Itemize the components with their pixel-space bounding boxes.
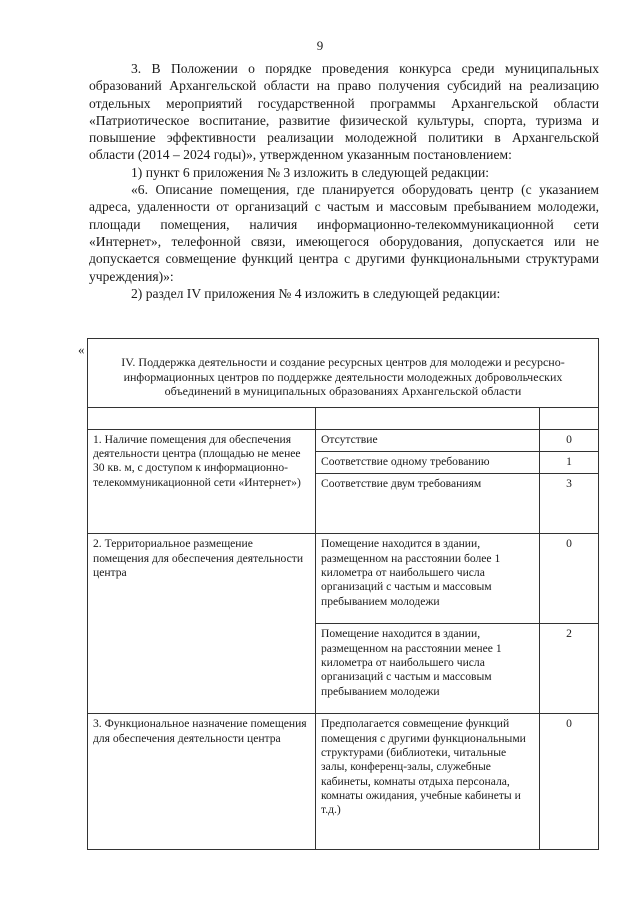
option-cell: Предполагается совмещение функций помещения с другими функциональными структурами (библиотеки, читальные залы, конференц-залы, служебные кабинеты, комнаты отдыха персонала, комнаты ожидания, учебные кабинеты и т.д.) <box>316 714 540 850</box>
paragraph-amendment-intro: 3. В Положении о порядке проведения конкурса среди муниципальных образований Архангельской области на право получения субсидий на реализацию отдельных мероприятий государственной программы Архангельской области «Патриотическое воспитание, развитие физической культуры, спорта, туризма и повышение эффективности реализации молодежной политики в Архангельской области (2014 – 2024 годы)», утвержденном указанным постановлением: <box>89 61 599 163</box>
table-heading: IV. Поддержка деятельности и создание ресурсных центров для молодежи и ресурсно-информационных центров по поддержке деятельности молодежных добровольческих объединений в муниципальных образованиях Архангельской области <box>88 339 599 408</box>
score-cell: 3 <box>540 474 599 534</box>
criterion-cell: 1. Наличие помещения для обеспечения деятельности центра (площадью не менее 30 кв. м, с доступом к информационно-телекоммуникационной сети «Интернет») <box>88 429 316 534</box>
score-cell: 0 <box>540 714 599 850</box>
option-cell: Соответствие двум требованиям <box>316 474 540 534</box>
document-body <box>89 60 599 302</box>
option-cell: Помещение находится в здании, размещенном на расстоянии менее 1 километра от наибольшего числа организаций с частым и массовым пребыванием молодежи <box>316 624 540 714</box>
table-row <box>88 429 599 451</box>
table-spacer-row <box>88 407 599 429</box>
option-cell: Отсутствие <box>316 429 540 451</box>
score-cell: 2 <box>540 624 599 714</box>
criterion-cell: 3. Функциональное назначение помещения для обеспечения деятельности центра <box>88 714 316 850</box>
opening-quote-mark: « <box>78 342 85 357</box>
paragraph-item-2: 2) раздел IV приложения № 4 изложить в следующей редакции: <box>131 285 501 301</box>
paragraph-item-6-text: «6. Описание помещения, где планируется оборудовать центр (с указанием адреса, удаленности от организаций с частым и массовым пребыванием молодежи, площади помещения, наличия информационно-телекоммуникационной сети «Интернет», телефонной связи, имеющегося оборудования, допускается или не допускается совмещение функций центра с другими функциональными структурами учреждения)»: <box>89 182 599 284</box>
paragraph-item-1: 1) пункт 6 приложения № 3 изложить в следующей редакции: <box>131 164 490 180</box>
score-cell: 0 <box>540 429 599 451</box>
score-cell: 1 <box>540 452 599 474</box>
table-row <box>88 534 599 624</box>
criterion-cell: 2. Территориальное размещение помещения для обеспечения деятельности центра <box>88 534 316 714</box>
table-heading-row <box>88 339 599 408</box>
option-cell: Соответствие одному требованию <box>316 452 540 474</box>
page-number: 9 <box>316 38 324 53</box>
score-cell: 0 <box>540 534 599 624</box>
table-row <box>88 714 599 850</box>
criteria-table <box>87 338 599 850</box>
option-cell: Помещение находится в здании, размещенном на расстоянии более 1 километра от наибольшего числа организаций с частым и массовым пребыванием молодежи <box>316 534 540 624</box>
